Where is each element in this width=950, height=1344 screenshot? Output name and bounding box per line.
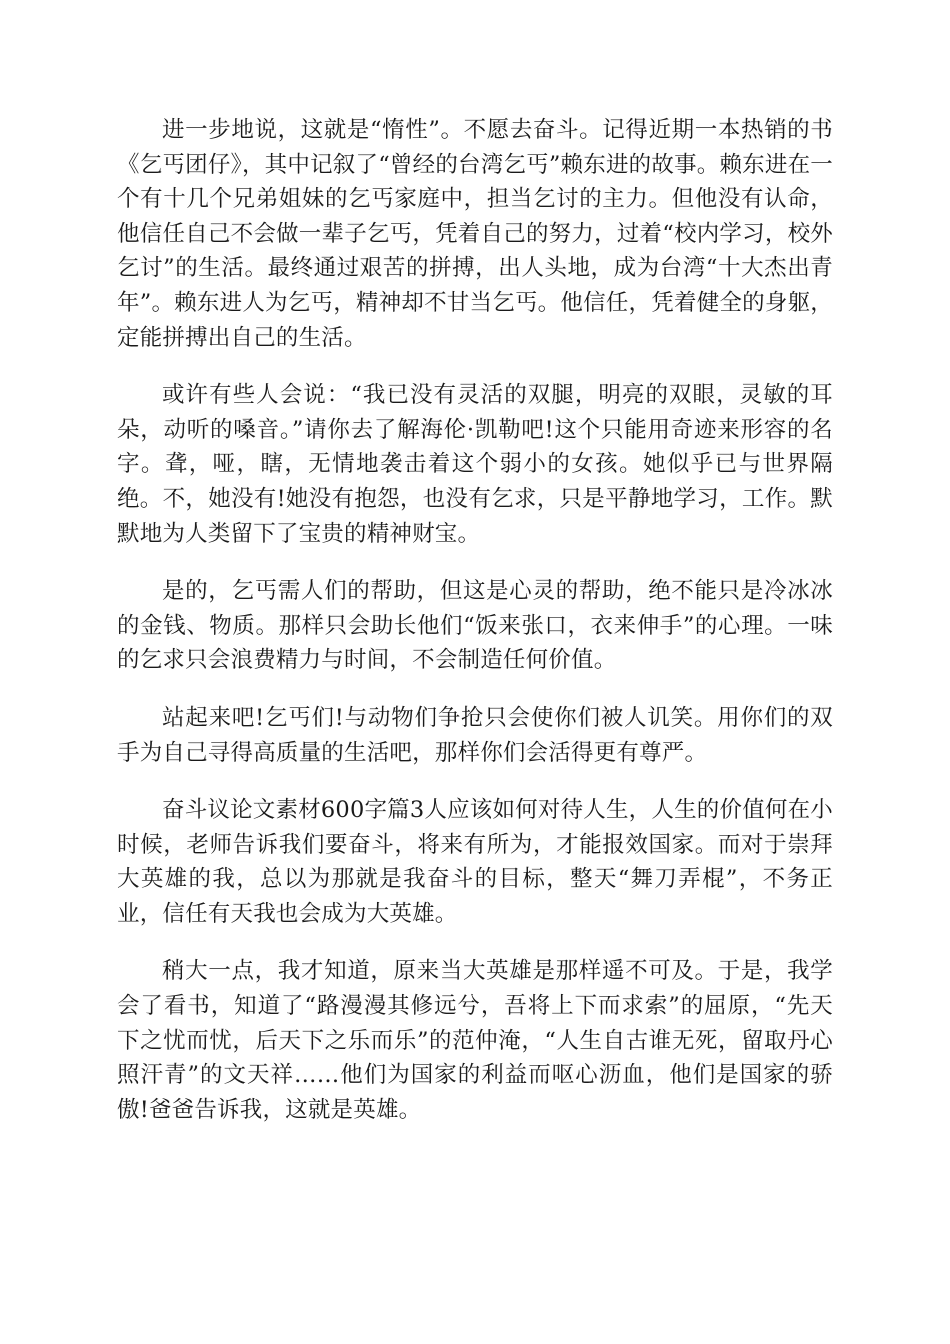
paragraph-6: 稍大一点，我才知道，原来当大英雄是那样遥不可及。于是，我学会了看书，知道了“路漫漫其修远兮，吾将上下而求索”的屈原，“先天下之忧而忧，后天下之乐而乐”的范仲淹，“人生自古谁无死，留取丹心照汗青”的文天祥……他们为国家的利益而呕心沥血，他们是国家的骄傲!爸爸告诉我，这就是英雄。 xyxy=(117,958,833,1123)
document-body xyxy=(117,113,833,1150)
paragraph-4: 站起来吧!乞丐们!与动物们争抢只会使你们被人讥笑。用你们的双手为自己寻得高质量的生活吧，那样你们会活得更有尊严。 xyxy=(117,704,833,766)
paragraph-1: 进一步地说，这就是“惰性”。不愿去奋斗。记得近期一本热销的书《乞丐团仔》，其中记叙了“曾经的台湾乞丐”赖东进的故事。赖东进在一个有十几个兄弟姐妹的乞丐家庭中，担当乞讨的主力。但他没有认命，他信任自己不会做一辈子乞丐，凭着自己的努力，过着“校内学习，校外乞讨”的生活。最终通过艰苦的拼搏，出人头地，成为台湾“十大杰出青年”。赖东进人为乞丐，精神却不甘当乞丐。他信任，凭着健全的身躯，定能拼搏出自己的生活。 xyxy=(117,117,833,351)
paragraph-5: 奋斗议论文素材600字篇3人应该如何对待人生，人生的价值何在小时候，老师告诉我们要奋斗，将来有所为，才能报效国家。而对于崇拜大英雄的我，总以为那就是我奋斗的目标，整天“舞刀弄棍”，不务正业，信任有天我也会成为大英雄。 xyxy=(117,797,833,927)
paragraph-3: 是的，乞丐需人们的帮助，但这是心灵的帮助，绝不能只是冷冰冰的金钱、物质。那样只会助长他们“饭来张口，衣来伸手”的心理。一味的乞求只会浪费精力与时间，不会制造任何价值。 xyxy=(117,578,833,674)
paragraph-2: 或许有些人会说：“我已没有灵活的双腿，明亮的双眼，灵敏的耳朵，动听的嗓音。”请你去了解海伦·凯勒吧!这个只能用奇迹来形容的名字。聋，哑，瞎，无情地袭击着这个弱小的女孩。她似乎已与世界隔绝。不，她没有!她没有抱怨，也没有乞求，只是平静地学习，工作。默默地为人类留下了宝贵的精神财宝。 xyxy=(117,382,833,547)
